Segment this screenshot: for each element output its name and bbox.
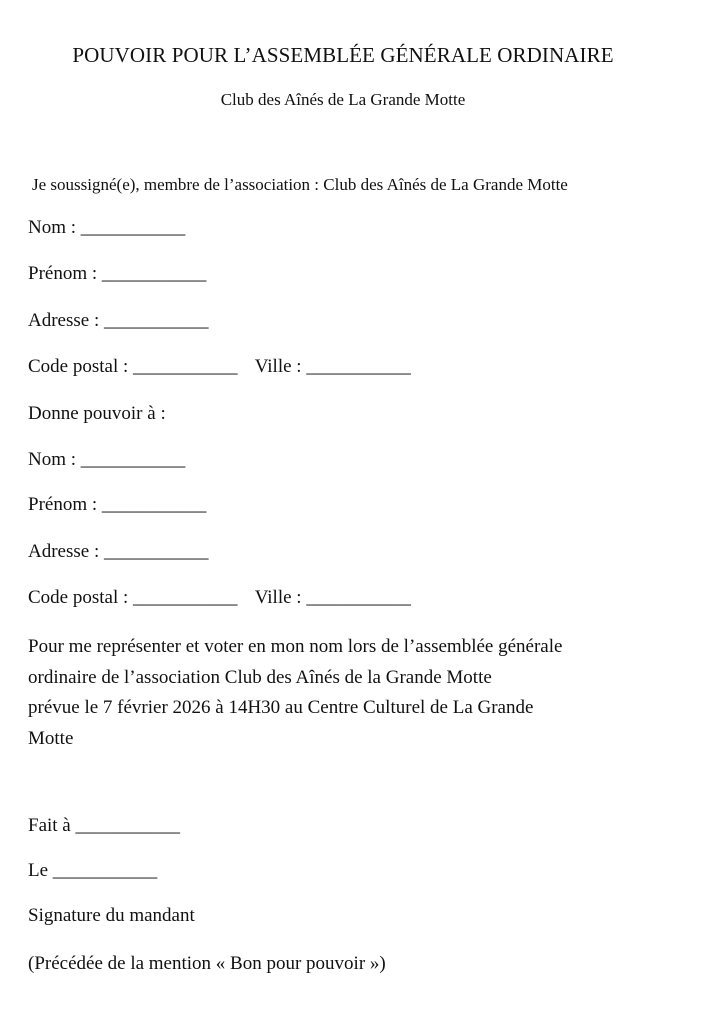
- mandant-adresse-line: [28, 310, 208, 333]
- mandataire-nom-line: [28, 449, 185, 472]
- mandataire-prenom-line: [28, 494, 206, 517]
- date-blank[interactable]: ___________: [52, 860, 158, 881]
- donne-pouvoir: Donne pouvoir à :: [28, 403, 166, 424]
- mandant-code-postal-blank[interactable]: ___________: [133, 356, 238, 377]
- mandant-prenom-line: [28, 263, 206, 286]
- mandataire-prenom-blank[interactable]: ___________: [101, 494, 207, 515]
- fait-a-label: Fait à: [28, 815, 71, 836]
- document-subtitle: Club des Aînés de La Grande Motte: [220, 90, 466, 109]
- fait-a-line: [28, 815, 180, 838]
- date-label: Le: [28, 860, 49, 881]
- mandataire-ville-blank[interactable]: ___________: [306, 587, 411, 608]
- mandant-code-postal-line: [28, 356, 411, 379]
- mention-note: (Précédée de la mention « Bon pour pouvoir »): [28, 953, 386, 974]
- mandant-adresse-label: Adresse :: [28, 310, 100, 331]
- mandataire-ville-label: Ville :: [254, 587, 302, 608]
- mandataire-adresse-label: Adresse :: [28, 541, 100, 562]
- paragraph-line-1: Pour me représenter et voter en mon nom lors de l’assemblée générale: [28, 636, 563, 657]
- mandataire-code-postal-label: Code postal :: [28, 587, 129, 608]
- mandant-adresse-blank[interactable]: ___________: [103, 310, 209, 331]
- mandant-prenom-label: Prénom :: [28, 263, 98, 284]
- mandant-nom-blank[interactable]: ___________: [80, 217, 186, 238]
- paragraph-line-3: prévue le 7 février 2026 à 14H30 au Centre Culturel de La Grande: [28, 697, 534, 718]
- intro-statement: Je soussigné(e), membre de l’association : Club des Aînés de La Grande Motte: [32, 175, 568, 194]
- mandataire-adresse-blank[interactable]: ___________: [103, 541, 209, 562]
- paragraph-line-2: ordinaire de l’association Club des Aînés de la Grande Motte: [28, 666, 492, 688]
- mandant-nom-label: Nom :: [28, 217, 77, 238]
- document-title: POUVOIR POUR L’ASSEMBLÉE GÉNÉRALE ORDINAIRE: [72, 43, 614, 67]
- signature-label: Signature du mandant: [28, 905, 195, 926]
- mandant-nom-line: [28, 217, 185, 240]
- mandataire-nom-blank[interactable]: ___________: [80, 449, 186, 470]
- mandataire-code-postal-line: [28, 587, 411, 610]
- mandataire-code-postal-blank[interactable]: ___________: [133, 587, 238, 608]
- mandant-ville-label: Ville :: [254, 356, 302, 377]
- mandataire-nom-label: Nom :: [28, 449, 77, 470]
- mandate-paragraph: [28, 632, 678, 754]
- mandant-ville-blank[interactable]: ___________: [306, 356, 411, 377]
- mandataire-adresse-line: [28, 541, 208, 564]
- fait-a-blank[interactable]: ___________: [75, 815, 180, 836]
- date-line: [28, 860, 157, 883]
- mandataire-prenom-label: Prénom :: [28, 494, 98, 515]
- paragraph-line-4: Motte: [28, 727, 74, 749]
- mandant-code-postal-label: Code postal :: [28, 356, 129, 377]
- mandant-prenom-blank[interactable]: ___________: [101, 263, 207, 284]
